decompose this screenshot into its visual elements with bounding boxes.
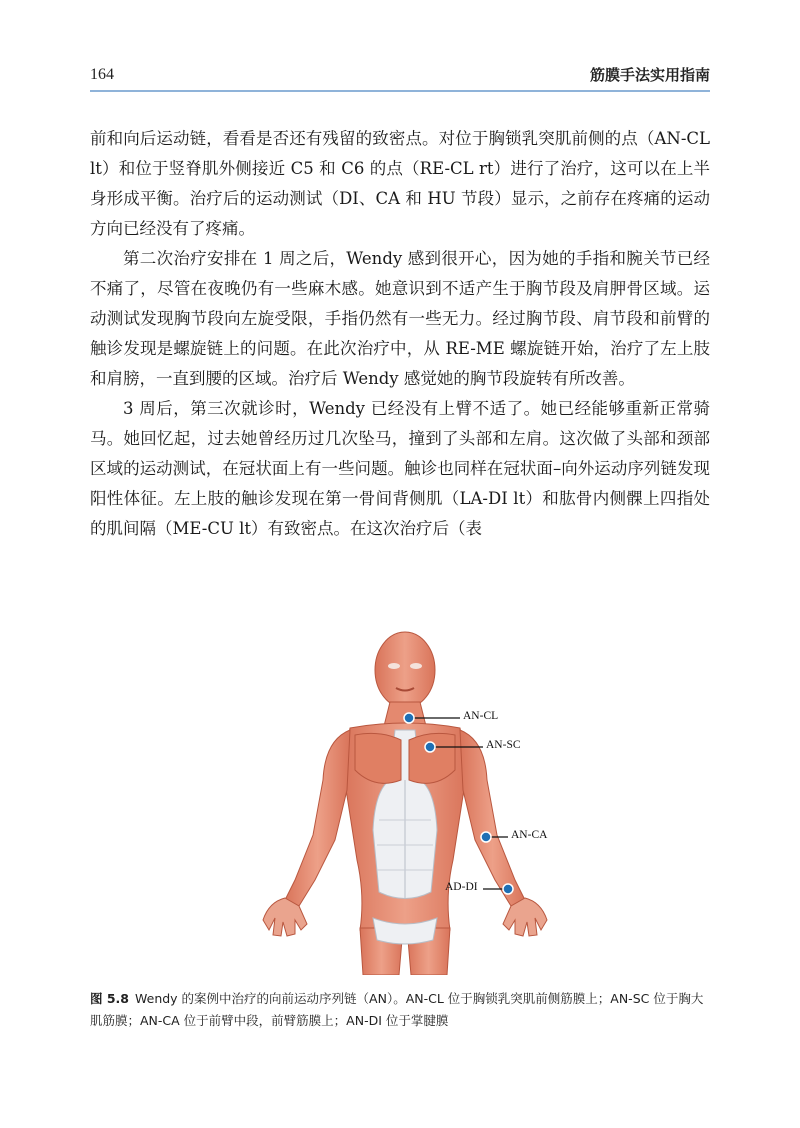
point-ad-di bbox=[503, 884, 513, 894]
paragraph-1: 前和向后运动链，看看是否还有残留的致密点。对位于胸锁乳突肌前侧的点（AN-CL lt）和位于竖脊肌外侧接近 C5 和 C6 的点（RE-CL rt）进行了治疗，这可以在上半身形成平衡。治疗后的运动测试（DI、CA 和 HU 节段）显示，之前存在疼痛的运动方向已经没有了疼痛。 bbox=[90, 129, 710, 238]
label-ad-di: AD-DI bbox=[445, 881, 478, 893]
left-arm bbox=[285, 730, 350, 906]
head bbox=[375, 632, 435, 708]
point-an-ca bbox=[481, 832, 491, 842]
running-head: 筋膜手法实用指南 bbox=[589, 66, 710, 84]
paragraph-2: 第二次治疗安排在 1 周之后，Wendy 感到很开心，因为她的手指和腕关节已经不痛了，尽管在夜晚仍有一些麻木感。她意识到不适产生于胸节段及肩胛骨区域。运动测试发现胸节段向左旋受限，手指仍然有一些无力。经过胸节段、肩节段和前臂的触诊发现是螺旋链上的问题。在此次治疗中，从 RE-ME 螺旋链开始，治疗了左上肢和肩膀，一直到腰的区域。治疗后 Wendy 感觉她的胸节段旋转有所改善。 bbox=[90, 249, 710, 388]
left-eye bbox=[388, 663, 400, 669]
anatomy-figure bbox=[255, 630, 555, 975]
right-eye bbox=[410, 663, 422, 669]
paragraph-3: 3 周后，第三次就诊时，Wendy 已经没有上臂不适了。她已经能够重新正常骑马。她回忆起，过去她曾经历过几次坠马，撞到了头部和左肩。这次做了头部和颈部区域的运动测试，在冠状面上有一些问题。触诊也同样在冠状面–向外运动序列链发现阳性体征。左上肢的触诊发现在第一骨间背侧肌（LA-DI lt）和肱骨内侧髁上四指处的肌间隔（ME-CU lt）有致密点。在这次治疗后（表 bbox=[90, 399, 710, 538]
caption-text: Wendy 的案例中治疗的向前运动序列链（AN）。AN-CL 位于胸锁乳突肌前侧筋膜上；AN-SC 位于胸大肌筋膜；AN-CA 位于前臂中段，前臂筋膜上；AN-DI 位于掌腱膜 bbox=[90, 991, 704, 1028]
pectoral-right bbox=[409, 733, 455, 783]
pectoral-left bbox=[355, 733, 401, 783]
page-header bbox=[90, 64, 710, 92]
right-arm bbox=[460, 730, 525, 906]
label-an-sc: AN-SC bbox=[486, 739, 521, 751]
page-number: 164 bbox=[90, 66, 114, 83]
muscle-body-illustration bbox=[255, 630, 555, 975]
figure-label: 图 5.8 bbox=[90, 991, 129, 1006]
point-an-cl bbox=[404, 713, 414, 723]
body-text bbox=[90, 124, 710, 544]
figure-caption bbox=[90, 988, 710, 1032]
label-an-cl: AN-CL bbox=[463, 710, 499, 722]
label-an-ca: AN-CA bbox=[511, 829, 548, 841]
point-an-sc bbox=[425, 742, 435, 752]
